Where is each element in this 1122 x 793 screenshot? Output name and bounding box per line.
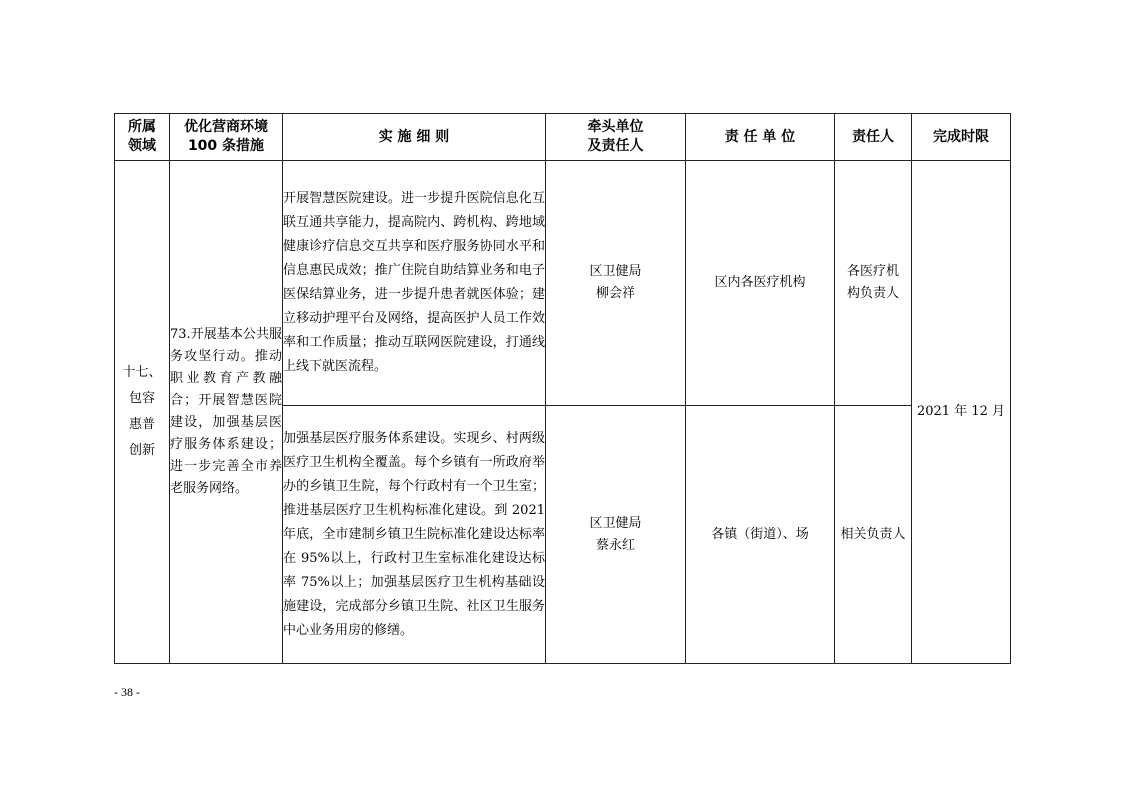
responsible-unit-cell: 各镇（街道）、场 bbox=[686, 406, 835, 664]
table-row bbox=[115, 161, 1011, 406]
table-header-row bbox=[115, 114, 1011, 161]
measures-table bbox=[114, 113, 1011, 664]
deadline-cell: 2021 年 12 月 bbox=[912, 161, 1011, 664]
detail-cell: 加强基层医疗服务体系建设。实现乡、村两级医疗卫生机构全覆盖。每个乡镇有一所政府举办的乡镇卫生院，每个行政村有一个卫生室；推进基层医疗卫生机构标准化建设。到 2021 年底，全市建制乡镇卫生院标准化建设达标率在 95%以上，行政村卫生室标准化建设达标率 75%以上；加强基层医疗卫生机构基础设施建设，完成部分乡镇卫生院、社区卫生服务中心业务用房的修缮。 bbox=[283, 406, 546, 664]
lead-unit-cell: 区卫健局 蔡永红 bbox=[546, 406, 686, 664]
measure-cell: 73.开展基本公共服务攻坚行动。推动职业教育产教融合；开展智慧医院建设，加强基层医疗服务体系建设；进一步完善全市养老服务网络。 bbox=[170, 161, 283, 664]
header-domain: 所属 领域 bbox=[115, 114, 170, 161]
domain-cell: 十七、 包容 惠普 创新 bbox=[115, 161, 170, 664]
header-details: 实 施 细 则 bbox=[283, 114, 546, 161]
page-number: - 38 - bbox=[114, 685, 140, 699]
header-deadline: 完成时限 bbox=[912, 114, 1011, 161]
header-responsible-person: 责任人 bbox=[835, 114, 912, 161]
header-lead-unit: 牵头单位 及责任人 bbox=[546, 114, 686, 161]
header-measures: 优化营商环境 100 条措施 bbox=[170, 114, 283, 161]
responsible-person-cell: 各医疗机 构负责人 bbox=[835, 161, 912, 406]
lead-unit-cell: 区卫健局 柳会祥 bbox=[546, 161, 686, 406]
detail-cell: 开展智慧医院建设。进一步提升医院信息化互联互通共享能力，提高院内、跨机构、跨地域健康诊疗信息交互共享和医疗服务协同水平和信息惠民成效；推广住院自助结算业务和电子医保结算业务，进一步提升患者就医体验；建立移动护理平台及网络，提高医护人员工作效率和工作质量；推动互联网医院建设，打通线上线下就医流程。 bbox=[283, 161, 546, 406]
responsible-unit-cell: 区内各医疗机构 bbox=[686, 161, 835, 406]
header-responsible-unit: 责 任 单 位 bbox=[686, 114, 835, 161]
responsible-person-cell: 相关负责人 bbox=[835, 406, 912, 664]
